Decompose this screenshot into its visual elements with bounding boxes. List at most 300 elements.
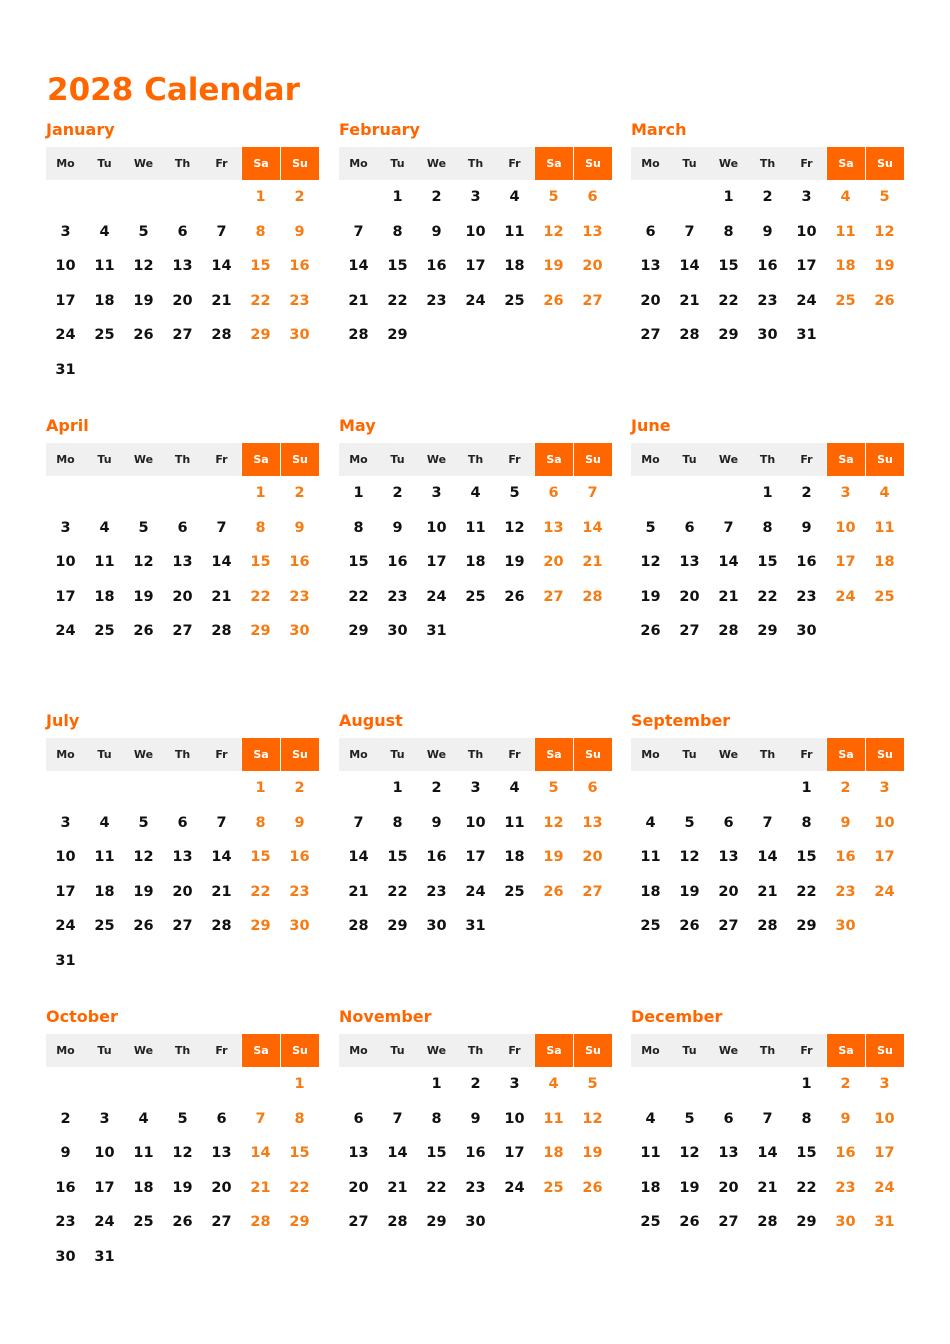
weekday-tu: Tu xyxy=(670,1034,709,1067)
day-cell: 5 xyxy=(138,223,149,240)
day-cell: 18 xyxy=(133,1179,154,1196)
day-cell: 28 xyxy=(348,327,369,344)
day-cell: 13 xyxy=(582,814,603,831)
weekday-th: Th xyxy=(163,1034,202,1067)
day-cell: 12 xyxy=(640,554,661,571)
day-empty xyxy=(202,771,241,806)
weekday-fr: Fr xyxy=(202,738,241,771)
weekday-mo: Mo xyxy=(631,1034,670,1067)
weekday-we: We xyxy=(124,738,163,771)
day-cell: 19 xyxy=(133,292,154,309)
day-cell: 9 xyxy=(470,1110,481,1127)
day-cell: 16 xyxy=(426,258,447,275)
day-cell: 20 xyxy=(172,883,193,900)
day-cell: 29 xyxy=(250,623,271,640)
day-cell: 14 xyxy=(211,554,232,571)
day-cell: 8 xyxy=(255,519,266,536)
weekday-fr: Fr xyxy=(787,147,826,180)
day-cell: 4 xyxy=(645,814,656,831)
day-cell: 19 xyxy=(582,1145,603,1162)
weekday-fr: Fr xyxy=(787,443,826,476)
day-cell: 18 xyxy=(874,554,895,571)
day-cell: 25 xyxy=(835,292,856,309)
day-cell: 24 xyxy=(835,588,856,605)
day-cell: 17 xyxy=(465,258,486,275)
month-name: November xyxy=(339,1007,432,1026)
day-cell: 16 xyxy=(465,1145,486,1162)
day-cell: 7 xyxy=(353,223,364,240)
day-cell: 10 xyxy=(55,849,76,866)
day-cell: 27 xyxy=(640,327,661,344)
day-cell: 11 xyxy=(543,1110,564,1127)
day-cell: 31 xyxy=(465,918,486,935)
day-cell: 23 xyxy=(55,1214,76,1231)
day-grid xyxy=(46,476,319,649)
day-cell: 10 xyxy=(465,814,486,831)
day-cell: 22 xyxy=(718,292,739,309)
day-cell: 4 xyxy=(840,189,851,206)
day-cell: 12 xyxy=(133,554,154,571)
day-cell: 4 xyxy=(99,814,110,831)
day-cell: 22 xyxy=(757,588,778,605)
day-cell: 18 xyxy=(94,292,115,309)
day-cell: 2 xyxy=(840,780,851,797)
day-cell: 20 xyxy=(640,292,661,309)
day-cell: 9 xyxy=(840,814,851,831)
day-cell: 31 xyxy=(94,1248,115,1265)
day-cell: 24 xyxy=(796,292,817,309)
day-cell: 18 xyxy=(640,1179,661,1196)
day-cell: 11 xyxy=(94,258,115,275)
day-cell: 22 xyxy=(426,1179,447,1196)
day-cell: 2 xyxy=(431,780,442,797)
day-cell: 19 xyxy=(679,883,700,900)
day-cell: 19 xyxy=(172,1179,193,1196)
weekday-th: Th xyxy=(163,738,202,771)
day-cell: 7 xyxy=(762,1110,773,1127)
day-cell: 17 xyxy=(55,292,76,309)
weekday-sa: Sa xyxy=(826,1034,865,1067)
day-cell: 16 xyxy=(289,258,310,275)
month-may xyxy=(339,416,612,649)
day-cell: 4 xyxy=(470,485,481,502)
weekday-mo: Mo xyxy=(46,1034,85,1067)
month-april xyxy=(46,416,319,649)
day-cell: 18 xyxy=(465,554,486,571)
day-cell: 18 xyxy=(640,883,661,900)
day-empty xyxy=(709,476,748,511)
weekday-tu: Tu xyxy=(670,147,709,180)
day-cell: 10 xyxy=(874,814,895,831)
day-cell: 19 xyxy=(543,849,564,866)
day-empty xyxy=(709,1067,748,1102)
weekday-su: Su xyxy=(573,147,612,180)
day-cell: 5 xyxy=(177,1110,188,1127)
day-cell: 21 xyxy=(757,1179,778,1196)
weekday-header xyxy=(339,1034,612,1067)
day-empty xyxy=(163,476,202,511)
day-cell: 25 xyxy=(640,1214,661,1231)
month-august xyxy=(339,711,612,944)
day-cell: 4 xyxy=(138,1110,149,1127)
day-empty xyxy=(631,180,670,215)
day-cell: 5 xyxy=(138,519,149,536)
day-cell: 11 xyxy=(94,849,115,866)
day-cell: 24 xyxy=(55,327,76,344)
weekday-tu: Tu xyxy=(85,443,124,476)
day-cell: 1 xyxy=(255,780,266,797)
day-cell: 5 xyxy=(587,1076,598,1093)
day-empty xyxy=(46,1067,85,1102)
day-cell: 6 xyxy=(353,1110,364,1127)
day-cell: 17 xyxy=(874,849,895,866)
weekday-mo: Mo xyxy=(631,443,670,476)
weekday-header xyxy=(339,443,612,476)
day-cell: 31 xyxy=(796,327,817,344)
day-cell: 15 xyxy=(757,554,778,571)
day-cell: 22 xyxy=(387,292,408,309)
day-cell: 29 xyxy=(426,1214,447,1231)
day-cell: 5 xyxy=(509,485,520,502)
day-cell: 9 xyxy=(762,223,773,240)
day-cell: 3 xyxy=(509,1076,520,1093)
day-cell: 7 xyxy=(353,814,364,831)
weekday-fr: Fr xyxy=(495,147,534,180)
weekday-su: Su xyxy=(865,738,904,771)
day-cell: 16 xyxy=(55,1179,76,1196)
day-cell: 26 xyxy=(133,327,154,344)
day-cell: 23 xyxy=(835,1179,856,1196)
weekday-mo: Mo xyxy=(631,738,670,771)
day-cell: 3 xyxy=(60,519,71,536)
day-cell: 15 xyxy=(250,258,271,275)
day-cell: 14 xyxy=(211,849,232,866)
day-empty xyxy=(46,476,85,511)
day-cell: 24 xyxy=(55,623,76,640)
month-name: September xyxy=(631,711,731,730)
day-cell: 13 xyxy=(172,849,193,866)
day-cell: 11 xyxy=(874,519,895,536)
day-cell: 1 xyxy=(353,485,364,502)
day-cell: 11 xyxy=(835,223,856,240)
day-cell: 26 xyxy=(543,883,564,900)
day-cell: 11 xyxy=(504,814,525,831)
month-name: May xyxy=(339,416,376,435)
day-cell: 29 xyxy=(348,623,369,640)
day-cell: 1 xyxy=(255,485,266,502)
day-cell: 25 xyxy=(874,588,895,605)
day-cell: 13 xyxy=(718,1145,739,1162)
day-empty xyxy=(339,1067,378,1102)
day-cell: 6 xyxy=(177,519,188,536)
day-cell: 2 xyxy=(294,189,305,206)
day-cell: 13 xyxy=(211,1145,232,1162)
day-cell: 5 xyxy=(138,814,149,831)
day-cell: 14 xyxy=(250,1145,271,1162)
day-grid xyxy=(46,180,319,387)
weekday-header xyxy=(631,1034,904,1067)
day-cell: 7 xyxy=(216,519,227,536)
day-empty xyxy=(124,1067,163,1102)
day-cell: 22 xyxy=(289,1179,310,1196)
weekday-we: We xyxy=(417,1034,456,1067)
day-cell: 30 xyxy=(55,1248,76,1265)
weekday-header xyxy=(339,147,612,180)
day-cell: 26 xyxy=(504,588,525,605)
day-cell: 7 xyxy=(216,814,227,831)
day-cell: 14 xyxy=(582,519,603,536)
weekday-th: Th xyxy=(748,1034,787,1067)
day-cell: 28 xyxy=(211,327,232,344)
weekday-header xyxy=(631,147,904,180)
day-cell: 7 xyxy=(587,485,598,502)
day-cell: 16 xyxy=(426,849,447,866)
day-cell: 15 xyxy=(796,1145,817,1162)
day-empty xyxy=(163,180,202,215)
weekday-tu: Tu xyxy=(670,738,709,771)
day-cell: 1 xyxy=(431,1076,442,1093)
day-cell: 20 xyxy=(172,588,193,605)
month-name: October xyxy=(46,1007,118,1026)
day-cell: 1 xyxy=(801,1076,812,1093)
day-cell: 27 xyxy=(582,292,603,309)
day-cell: 3 xyxy=(99,1110,110,1127)
weekday-we: We xyxy=(709,147,748,180)
day-cell: 26 xyxy=(679,918,700,935)
day-empty xyxy=(124,771,163,806)
day-cell: 8 xyxy=(255,223,266,240)
day-cell: 21 xyxy=(250,1179,271,1196)
weekday-su: Su xyxy=(865,443,904,476)
day-empty xyxy=(46,180,85,215)
day-cell: 4 xyxy=(645,1110,656,1127)
weekday-header xyxy=(339,738,612,771)
day-cell: 3 xyxy=(470,189,481,206)
month-name: August xyxy=(339,711,403,730)
day-cell: 3 xyxy=(431,485,442,502)
day-cell: 16 xyxy=(796,554,817,571)
day-cell: 2 xyxy=(840,1076,851,1093)
weekday-header xyxy=(631,738,904,771)
day-cell: 4 xyxy=(509,189,520,206)
day-cell: 27 xyxy=(718,1214,739,1231)
day-cell: 12 xyxy=(543,814,564,831)
day-cell: 3 xyxy=(470,780,481,797)
day-cell: 23 xyxy=(387,588,408,605)
day-cell: 13 xyxy=(718,849,739,866)
day-cell: 23 xyxy=(289,292,310,309)
day-cell: 11 xyxy=(504,223,525,240)
day-cell: 25 xyxy=(504,292,525,309)
day-cell: 21 xyxy=(757,883,778,900)
day-cell: 17 xyxy=(835,554,856,571)
day-cell: 10 xyxy=(426,519,447,536)
day-cell: 11 xyxy=(465,519,486,536)
month-september xyxy=(631,711,904,944)
weekday-we: We xyxy=(124,1034,163,1067)
day-cell: 30 xyxy=(835,1214,856,1231)
day-empty xyxy=(378,1067,417,1102)
day-cell: 6 xyxy=(684,519,695,536)
day-cell: 3 xyxy=(60,223,71,240)
day-cell: 7 xyxy=(723,519,734,536)
day-cell: 6 xyxy=(645,223,656,240)
day-cell: 19 xyxy=(543,258,564,275)
day-cell: 29 xyxy=(387,327,408,344)
day-cell: 18 xyxy=(504,258,525,275)
day-cell: 30 xyxy=(757,327,778,344)
weekday-th: Th xyxy=(748,443,787,476)
day-cell: 27 xyxy=(172,918,193,935)
day-cell: 5 xyxy=(548,189,559,206)
weekday-tu: Tu xyxy=(85,147,124,180)
day-cell: 12 xyxy=(133,258,154,275)
day-cell: 30 xyxy=(835,918,856,935)
day-cell: 26 xyxy=(543,292,564,309)
weekday-fr: Fr xyxy=(202,1034,241,1067)
day-cell: 18 xyxy=(94,588,115,605)
day-cell: 19 xyxy=(133,588,154,605)
weekday-mo: Mo xyxy=(46,147,85,180)
day-cell: 26 xyxy=(133,918,154,935)
day-cell: 25 xyxy=(133,1214,154,1231)
day-cell: 23 xyxy=(426,883,447,900)
weekday-tu: Tu xyxy=(85,738,124,771)
day-cell: 8 xyxy=(431,1110,442,1127)
day-cell: 14 xyxy=(757,1145,778,1162)
day-cell: 13 xyxy=(172,258,193,275)
day-cell: 2 xyxy=(392,485,403,502)
day-cell: 24 xyxy=(874,1179,895,1196)
day-cell: 11 xyxy=(640,849,661,866)
day-cell: 4 xyxy=(548,1076,559,1093)
day-cell: 14 xyxy=(718,554,739,571)
day-cell: 20 xyxy=(348,1179,369,1196)
day-cell: 22 xyxy=(250,292,271,309)
day-cell: 24 xyxy=(874,883,895,900)
day-cell: 1 xyxy=(255,189,266,206)
day-empty xyxy=(631,771,670,806)
day-cell: 25 xyxy=(94,918,115,935)
day-cell: 17 xyxy=(55,883,76,900)
day-cell: 28 xyxy=(348,918,369,935)
day-cell: 30 xyxy=(387,623,408,640)
day-cell: 29 xyxy=(250,918,271,935)
day-cell: 6 xyxy=(177,814,188,831)
day-cell: 1 xyxy=(723,189,734,206)
weekday-sa: Sa xyxy=(241,443,280,476)
day-empty xyxy=(670,476,709,511)
day-cell: 7 xyxy=(255,1110,266,1127)
day-cell: 15 xyxy=(250,554,271,571)
day-cell: 4 xyxy=(509,780,520,797)
day-cell: 14 xyxy=(679,258,700,275)
day-cell: 7 xyxy=(392,1110,403,1127)
day-empty xyxy=(85,1067,124,1102)
weekday-sa: Sa xyxy=(241,147,280,180)
day-cell: 30 xyxy=(289,918,310,935)
day-cell: 16 xyxy=(835,1145,856,1162)
day-cell: 8 xyxy=(801,1110,812,1127)
day-cell: 21 xyxy=(582,554,603,571)
weekday-th: Th xyxy=(456,147,495,180)
day-cell: 3 xyxy=(879,1076,890,1093)
day-cell: 4 xyxy=(879,485,890,502)
day-cell: 21 xyxy=(348,292,369,309)
day-cell: 5 xyxy=(548,780,559,797)
weekday-tu: Tu xyxy=(378,147,417,180)
weekday-su: Su xyxy=(573,738,612,771)
day-empty xyxy=(202,1067,241,1102)
weekday-fr: Fr xyxy=(495,1034,534,1067)
day-cell: 23 xyxy=(465,1179,486,1196)
weekday-we: We xyxy=(124,147,163,180)
weekday-th: Th xyxy=(748,738,787,771)
weekday-th: Th xyxy=(456,738,495,771)
day-cell: 6 xyxy=(216,1110,227,1127)
day-cell: 28 xyxy=(582,588,603,605)
day-cell: 3 xyxy=(879,780,890,797)
day-cell: 17 xyxy=(426,554,447,571)
day-cell: 18 xyxy=(504,849,525,866)
day-cell: 5 xyxy=(684,814,695,831)
day-cell: 6 xyxy=(723,814,734,831)
day-cell: 2 xyxy=(431,189,442,206)
month-january xyxy=(46,120,319,387)
day-cell: 23 xyxy=(757,292,778,309)
month-name: July xyxy=(46,711,80,730)
month-name: April xyxy=(46,416,89,435)
day-cell: 22 xyxy=(348,588,369,605)
day-cell: 2 xyxy=(801,485,812,502)
day-cell: 2 xyxy=(294,485,305,502)
weekday-fr: Fr xyxy=(495,443,534,476)
day-cell: 16 xyxy=(289,554,310,571)
weekday-su: Su xyxy=(573,443,612,476)
day-cell: 26 xyxy=(679,1214,700,1231)
day-cell: 17 xyxy=(94,1179,115,1196)
day-cell: 28 xyxy=(757,918,778,935)
day-cell: 10 xyxy=(94,1145,115,1162)
day-cell: 27 xyxy=(582,883,603,900)
day-cell: 30 xyxy=(289,327,310,344)
day-cell: 8 xyxy=(762,519,773,536)
weekday-mo: Mo xyxy=(339,738,378,771)
day-cell: 13 xyxy=(172,554,193,571)
weekday-th: Th xyxy=(748,147,787,180)
day-cell: 14 xyxy=(211,258,232,275)
day-cell: 12 xyxy=(679,1145,700,1162)
day-cell: 6 xyxy=(587,189,598,206)
day-cell: 17 xyxy=(465,849,486,866)
day-cell: 1 xyxy=(392,780,403,797)
month-july xyxy=(46,711,319,978)
day-cell: 8 xyxy=(392,814,403,831)
day-cell: 27 xyxy=(718,918,739,935)
weekday-su: Su xyxy=(573,1034,612,1067)
weekday-su: Su xyxy=(280,443,319,476)
day-cell: 16 xyxy=(289,849,310,866)
month-october xyxy=(46,1007,319,1274)
day-cell: 5 xyxy=(645,519,656,536)
weekday-sa: Sa xyxy=(826,147,865,180)
day-cell: 6 xyxy=(177,223,188,240)
day-cell: 21 xyxy=(211,292,232,309)
month-june xyxy=(631,416,904,649)
day-cell: 12 xyxy=(543,223,564,240)
day-cell: 16 xyxy=(835,849,856,866)
month-name: January xyxy=(46,120,115,139)
